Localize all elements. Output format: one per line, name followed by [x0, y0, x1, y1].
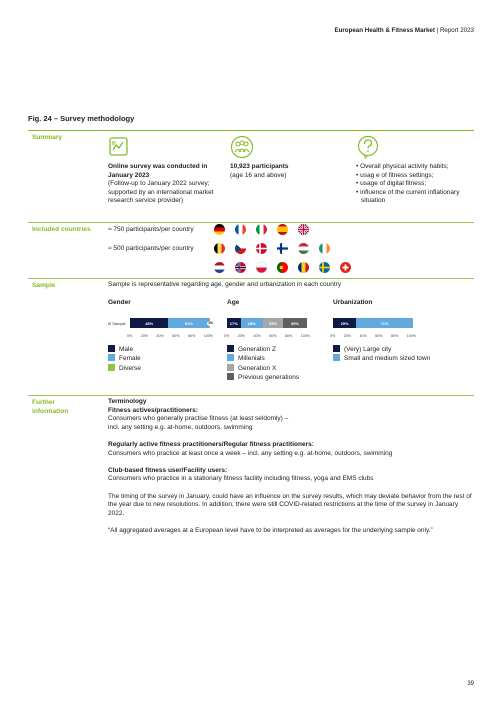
age-data-label: 17%	[229, 320, 238, 326]
urbanization-bar	[333, 318, 413, 328]
survey-title: Online survey was conducted in January 2023	[108, 163, 208, 179]
gender-tick-label: 20%	[140, 334, 148, 338]
participants-icon	[230, 135, 254, 159]
urbanization-data-label: 71%	[380, 320, 389, 326]
gender-bar-segment-3	[208, 318, 214, 328]
sample-intro: Sample is representative regarding age, gender and urbanization in each country	[108, 281, 342, 288]
header-subtitle: Report 2023	[439, 27, 474, 34]
urbanization-bar-segment-2	[356, 318, 413, 328]
sample-label: Sample	[32, 282, 56, 289]
page-number: 39	[467, 681, 474, 687]
further-content	[108, 398, 474, 536]
header-separator: |	[434, 27, 440, 34]
czech-flag-icon	[235, 243, 246, 254]
poland-flag-icon	[256, 262, 267, 273]
countries-label: Included countries	[32, 226, 91, 233]
france-flag-icon	[235, 224, 246, 235]
portugal-flag-icon	[277, 262, 288, 273]
age-bar-segment-3	[263, 318, 283, 328]
legend-item-male: Male	[108, 345, 141, 354]
age-tick-label: 40%	[253, 334, 261, 338]
age-data-label: 30%	[290, 320, 299, 326]
gender-row-label: Ø Sample	[108, 321, 126, 326]
germany-flag-icon	[214, 224, 225, 235]
finland-flag-icon	[277, 243, 288, 254]
term1-title: Fitness actives/practitioners:	[108, 406, 198, 414]
urbanization-tick-label: 60%	[375, 334, 383, 338]
age-data-label: 25%	[268, 320, 277, 326]
participants-title: 10,923 participants	[230, 163, 289, 170]
term3-text: Consumers who practice in a stationary fitness facility including fitness, yoga and EMS clubs	[108, 475, 374, 483]
averages-note: “All aggregated averages at a European level have to be interpreted as averages for the underlying sample only.”	[108, 526, 433, 534]
term2-text: Consumers who practice at least once a week – incl. any setting e.g. at-home, outdoors, swimming	[108, 449, 393, 457]
legend-item-gen-x: Generation X	[227, 364, 299, 373]
age-bar-segment-4	[283, 318, 307, 328]
urbanization-tick-label: 0%	[330, 334, 336, 338]
legend-item-previous: Previous generations	[227, 373, 299, 382]
age-bar-segment-1	[227, 318, 241, 328]
urbanization-data-label: 29%	[340, 320, 349, 326]
gender-tick-label: 60%	[172, 334, 180, 338]
urbanization-tick-label: 100%	[406, 334, 416, 338]
topic-item: • influence of the current inflationary situation	[356, 188, 460, 205]
legend-item-small-town: Small and medium sized town	[333, 354, 430, 363]
term1-text2: incl. any setting e.g. at-home, outdoors, swimming	[108, 423, 253, 431]
age-chart-title: Age	[227, 299, 240, 306]
survey-text: (Follow-up to January 2022 survey; supported by an international market research service provider)	[108, 180, 214, 205]
norway-flag-icon	[235, 262, 246, 273]
header-title: European Health & Fitness Market	[334, 27, 435, 34]
romania-flag-icon	[298, 262, 309, 273]
gender-bar-segment-2	[168, 318, 209, 328]
age-tick-label: 20%	[237, 334, 245, 338]
switzerland-flag-icon	[340, 262, 351, 273]
countries-row2-text: ≈ 500 participants/per country	[108, 245, 194, 252]
summary-col-survey	[108, 163, 226, 206]
term1-text1: Consumers who generally practise fitness (at least seldomly) –	[108, 415, 289, 423]
age-tick-label: 80%	[285, 334, 293, 338]
spain-flag-icon	[277, 224, 288, 235]
topic-item: • usag e of fitness settings;	[356, 171, 434, 179]
gender-chart-title: Gender	[108, 299, 131, 306]
gender-tick-label: 40%	[156, 334, 164, 338]
ireland-flag-icon	[319, 243, 330, 254]
legend-item-diverse: Diverse	[108, 364, 141, 373]
gender-tick-label: 80%	[188, 334, 196, 338]
legend-item-gen-z: Generation Z	[227, 345, 299, 354]
urbanization-tick-label: 20%	[343, 334, 351, 338]
legend-item-female: Female	[108, 354, 141, 363]
gender-axis	[127, 334, 213, 338]
gender-data-label: 1%	[208, 321, 214, 325]
age-tick-label: 100%	[300, 334, 310, 338]
gender-tick-label: 0%	[127, 334, 133, 338]
terminology-heading: Terminology	[108, 398, 147, 405]
sweden-flag-icon	[319, 262, 330, 273]
age-legend	[227, 345, 299, 383]
uk-flag-icon	[298, 224, 309, 235]
gender-bar	[130, 318, 214, 328]
summary-col-topics	[356, 163, 474, 206]
urbanization-tick-label: 80%	[391, 334, 399, 338]
belgium-flag-icon	[214, 243, 225, 254]
topic-item: • usage of digital fitness;	[356, 180, 427, 188]
urbanization-bar-segment-1	[333, 318, 356, 328]
legend-item-large-city: (Very) Large city	[333, 345, 430, 354]
netherlands-flag-icon	[214, 262, 225, 273]
age-axis	[224, 334, 310, 338]
gender-data-label: 48%	[145, 320, 154, 326]
term3-title: Club-based fitness user/Facility users:	[108, 466, 228, 474]
age-bar	[227, 318, 307, 328]
urbanization-axis	[330, 334, 416, 338]
figure-title: Fig. 24 – Survey methodology	[28, 114, 135, 123]
urbanization-legend	[333, 345, 430, 364]
gender-legend	[108, 345, 141, 373]
age-tick-label: 0%	[224, 334, 230, 338]
legend-item-millenials: Millenials	[227, 354, 299, 363]
italy-flag-icon	[256, 224, 267, 235]
sample-divider	[28, 278, 474, 279]
topic-item: • Overall physical activity habits;	[356, 163, 449, 170]
question-icon	[356, 135, 380, 159]
denmark-flag-icon	[256, 243, 267, 254]
gender-data-label: 51%	[184, 320, 193, 326]
countries-divider	[28, 222, 474, 223]
gender-tick-label: 100%	[203, 334, 213, 338]
participants-text: (age 16 and above)	[230, 171, 287, 179]
summary-divider	[28, 130, 474, 131]
hungary-flag-icon	[298, 243, 309, 254]
age-bar-segment-2	[241, 318, 263, 328]
countries-row1-text: ≈ 750 participants/per country	[108, 226, 194, 233]
term2-title: Regularly active fitness practitioners/Regular fitness practitioners:	[108, 440, 314, 448]
summary-label: Summary	[32, 134, 63, 141]
survey-icon	[108, 136, 130, 158]
urbanization-chart-title: Urbanization	[333, 299, 373, 306]
summary-col-participants	[230, 163, 340, 180]
gender-bar-segment-1	[130, 318, 168, 328]
page-header	[334, 27, 474, 34]
age-tick-label: 60%	[269, 334, 277, 338]
age-data-label: 28%	[247, 320, 256, 326]
timing-note: The timing of the survey in January, could have an influence on the survey results, which may deviate behavior from the rest of the year due to new resolutions. In addition, there were still COVID-related restrictions at the time of the survey in January 2022.	[108, 492, 472, 517]
further-label: Further information	[32, 399, 69, 415]
further-divider	[28, 395, 474, 396]
urbanization-tick-label: 40%	[359, 334, 367, 338]
